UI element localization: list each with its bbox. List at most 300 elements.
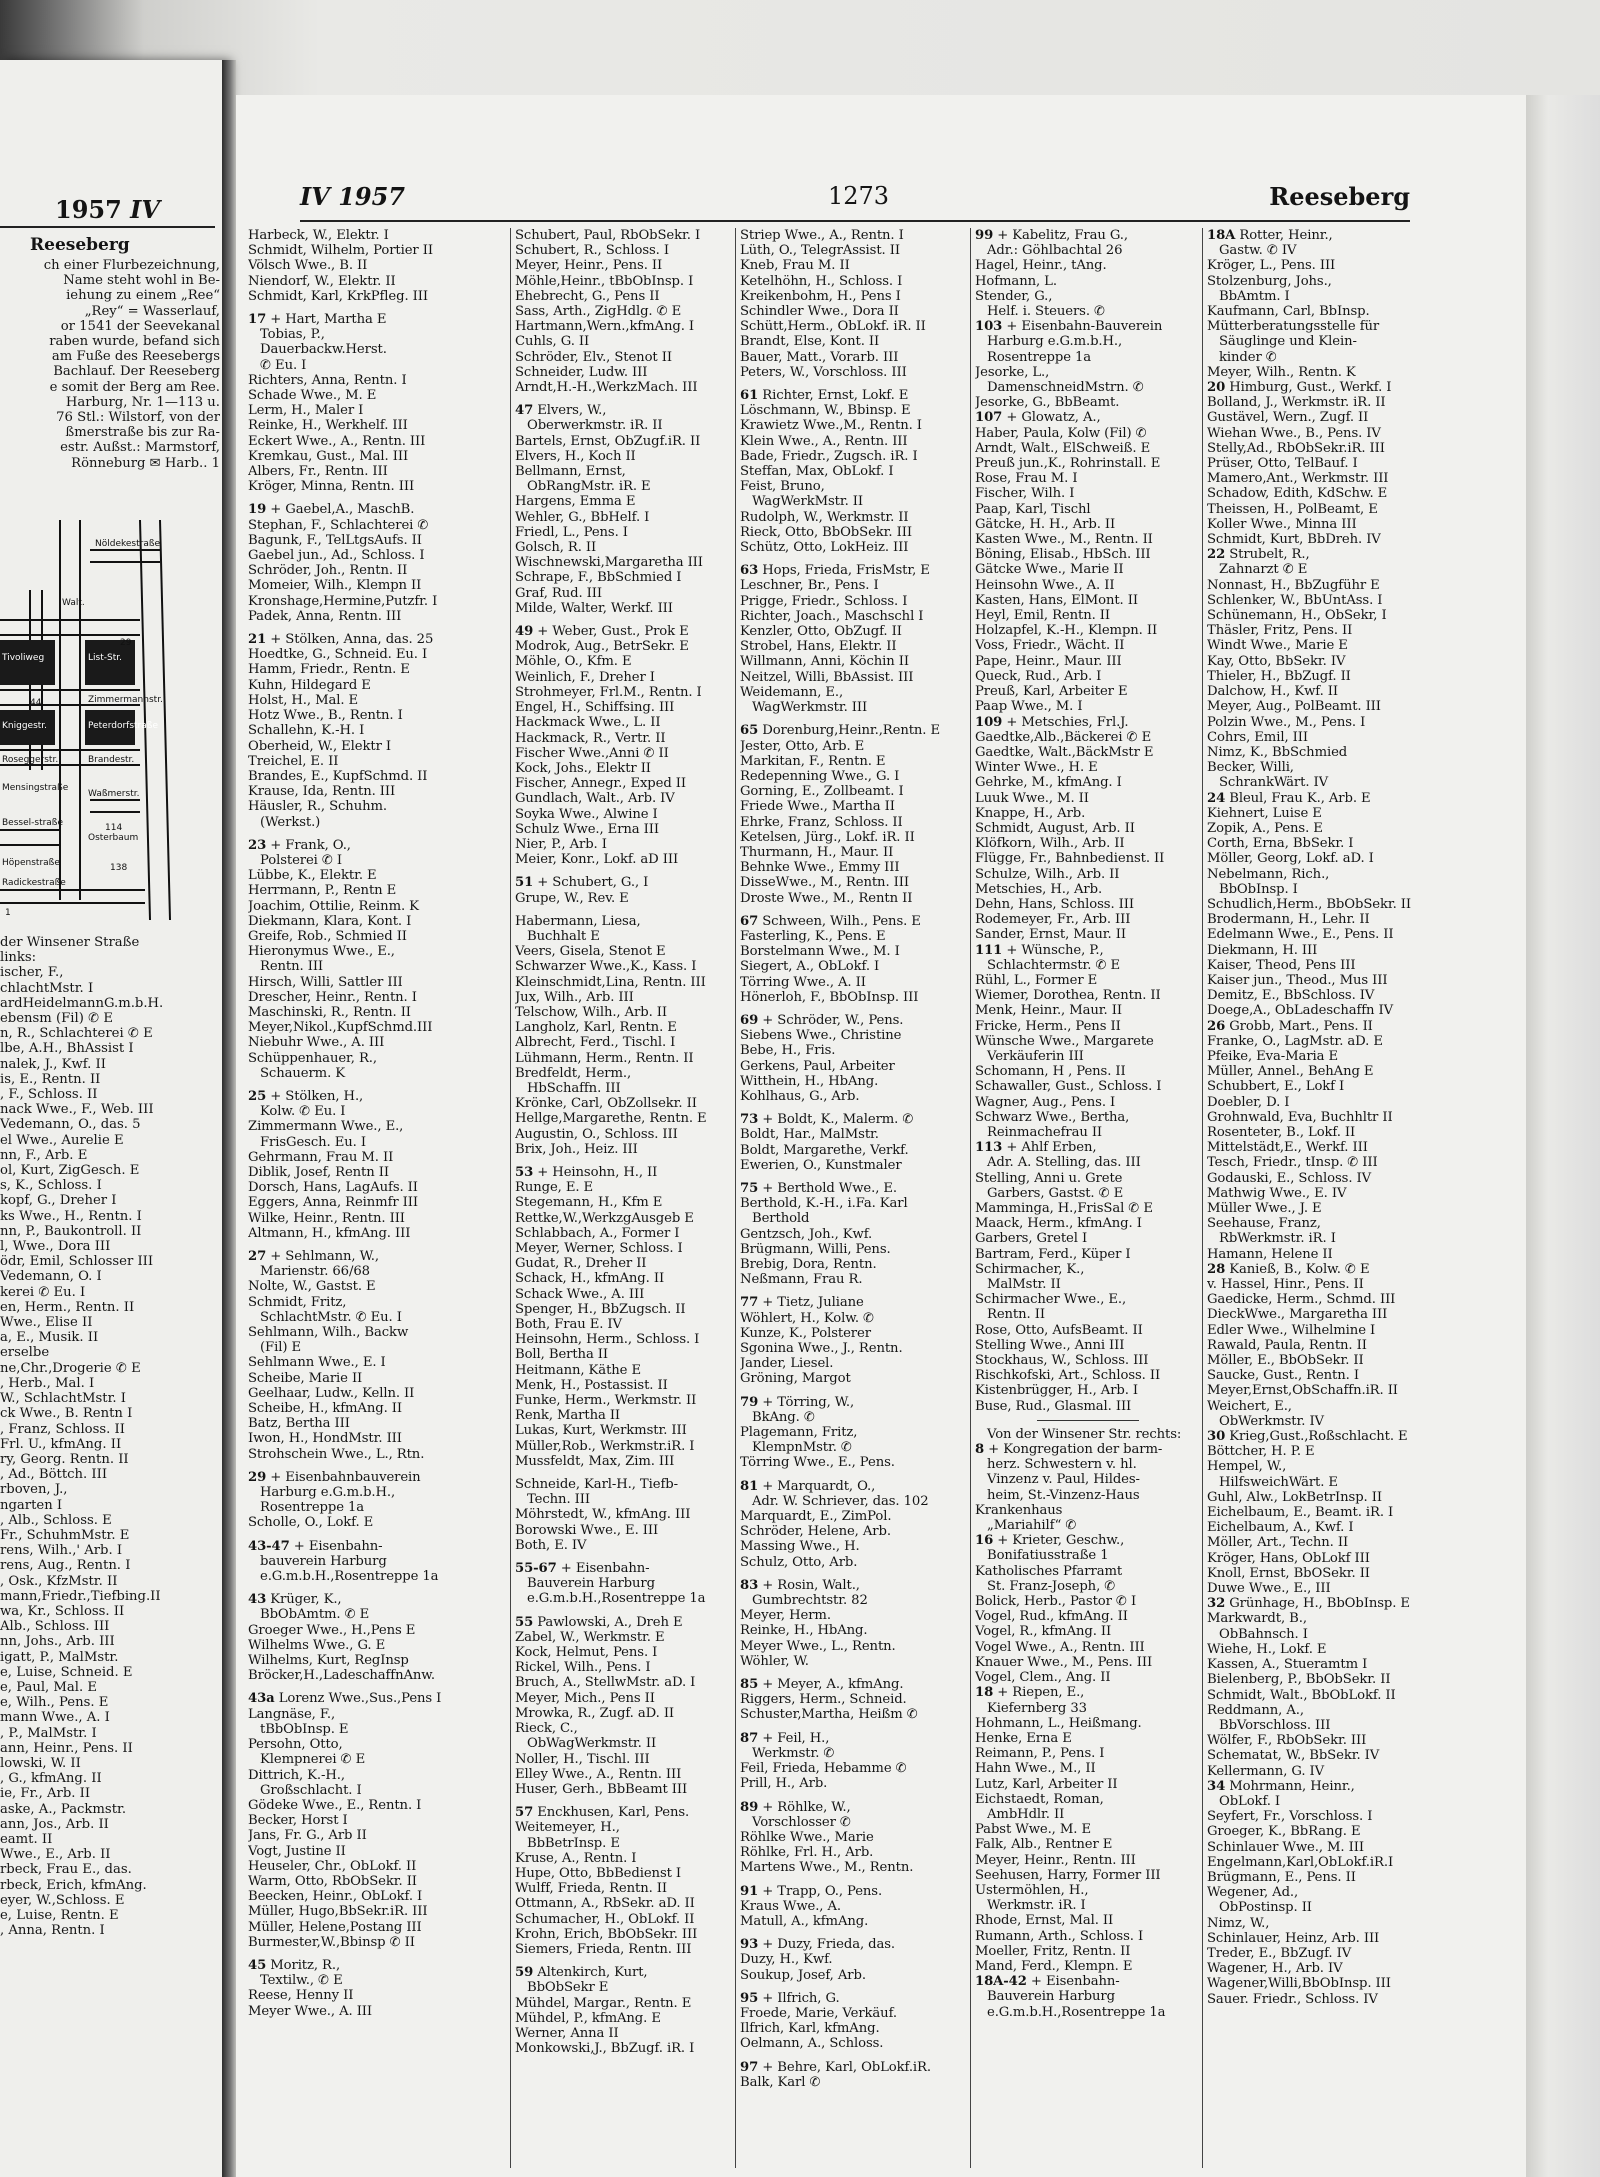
resident-entry: Duwe Wwe., E., III <box>1207 1581 1331 1597</box>
left-page-line: , Osk., KfzMstr. II <box>0 1573 118 1589</box>
house-number: 19 <box>248 502 267 518</box>
resident-entry: Brebig, Dora, Rentn. <box>740 1257 877 1272</box>
resident-entry: Stelling, Anni u. Grete <box>975 1170 1123 1186</box>
resident-entry: Striep Wwe., A., Rentn. I <box>740 228 904 243</box>
resident-entry: Dalchow, H., Kwf. II <box>1207 684 1339 700</box>
left-page-line: ch einer Flurbezeichnung, <box>43 258 220 273</box>
left-page-line: Vedemann, O., das. 5 <box>0 1117 141 1133</box>
resident-entry: Hargens, Emma E <box>515 494 636 510</box>
house-number: 21 <box>248 632 267 648</box>
resident-entry: Hellge,Margarethe, Rentn. E <box>515 1111 707 1127</box>
resident-entry: v. Hassel, Hinr., Pens. II <box>1207 1277 1364 1293</box>
resident-entry: Augustin, O., Schloss. III <box>515 1126 678 1142</box>
entry-spacer <box>740 1387 968 1395</box>
resident-entry: Stolzenburg, Johs., <box>1207 273 1332 289</box>
resident-entry: Nolte, W., Gastst. E <box>248 1279 376 1295</box>
resident-entry: Richters, Anna, Rentn. I <box>248 372 407 388</box>
entry-spacer <box>740 715 968 723</box>
house-number: 30 <box>1207 1429 1226 1445</box>
resident-entry: Kolw. ✆ Eu. I <box>260 1104 346 1120</box>
left-page-line: , Anna, Rentn. I <box>0 1923 105 1939</box>
house-number-entry: 55-67 + Eisenbahn- <box>515 1561 650 1577</box>
left-page-line: kerei ✆ Eu. I <box>0 1284 86 1300</box>
street-map <box>0 500 218 930</box>
house-number-entry: 79 + Törring, W., <box>740 1394 855 1410</box>
resident-entry: Schulz, Otto, Arb. <box>740 1554 858 1570</box>
resident-entry: Beecken, Heinr., ObLokf. I <box>248 1889 423 1905</box>
left-page-line: ödr, Emil, Schlosser III <box>0 1254 154 1270</box>
resident-entry: Krause, Ida, Rentn. III <box>248 784 396 800</box>
house-number: 85 <box>740 1677 759 1693</box>
resident-entry: Telschow, Wilh., Arb. II <box>515 1004 667 1020</box>
house-number-entry: 85 + Meyer, A., kfmAng. <box>740 1677 904 1693</box>
resident-entry: Diekmann, Klara, Kont. I <box>248 913 412 929</box>
resident-entry: Gaebel jun., Ad., Schloss. I <box>248 548 425 564</box>
resident-entry: Rosentreppe 1a <box>260 1500 365 1516</box>
house-number: 57 <box>515 1805 534 1821</box>
entry-spacer <box>740 1723 968 1731</box>
entry-spacer <box>740 2052 968 2060</box>
resident-entry: Möhle,Heinr., tBbObInsp. I <box>515 273 694 289</box>
left-page-line: lbe, A.H., BhAssist I <box>0 1041 134 1057</box>
entry-spacer <box>740 1792 968 1800</box>
house-number-entry: 34 Mohrmann, Heinr., <box>1207 1778 1355 1794</box>
resident-entry: Hartmann,Wern.,kfmAng. I <box>515 319 695 335</box>
resident-entry: Wiemer, Dorothea, Rentn. II <box>975 988 1161 1004</box>
resident-entry: e.G.m.b.H.,Rosentreppe 1a <box>987 2004 1166 2020</box>
resident-entry: Schünemann, H., ObSekr, I <box>1207 608 1387 624</box>
house-number-entry: 95 + Ilfrich, G. <box>740 1990 840 2006</box>
resident-entry: Borowski Wwe., E. III <box>515 1522 659 1538</box>
resident-entry: Meyer,Nikol.,KupfSchmd.III <box>248 1020 433 1036</box>
map-label: Osterbaum <box>88 833 139 843</box>
map-label: 29 <box>120 638 132 648</box>
resident-entry: Kronshage,Hermine,Putzfr. I <box>248 593 438 609</box>
resident-entry: Both, E. IV <box>515 1537 587 1553</box>
resident-entry: Gätcke Wwe., Marie II <box>975 562 1124 578</box>
left-page-line: links: <box>0 950 37 966</box>
resident-entry: Werkmstr. iR. I <box>987 1898 1086 1914</box>
resident-entry: Buse, Rud., Glasmal. III <box>975 1398 1132 1414</box>
house-number-entry: 51 + Schubert, G., I <box>515 875 649 891</box>
resident-entry: Queck, Rud., Arb. I <box>975 668 1102 684</box>
resident-entry: Scheibe, H., kfmAng. II <box>248 1401 402 1417</box>
house-number-entry: 113 + Ahlf Erben, <box>975 1140 1097 1156</box>
house-number-entry: 8 + Kongregation der barm- <box>975 1442 1163 1458</box>
map-label: 114 <box>105 823 123 833</box>
resident-entry: Hagel, Heinr., tAng. <box>975 258 1107 274</box>
entry-spacer <box>515 906 731 914</box>
resident-entry: Preuß jun.,K., Rohrinstall. E <box>975 456 1161 472</box>
resident-entry: Scheibe, Marie II <box>248 1370 363 1386</box>
map-label: Kniggestr. <box>2 721 48 731</box>
resident-entry: Edler Wwe., Wilhelmine I <box>1207 1322 1376 1338</box>
resident-entry: Zopik, A., Pens. E <box>1207 820 1323 836</box>
resident-entry: Treichel, E. II <box>248 753 339 769</box>
house-number-entry: 16 + Krieter, Geschw., <box>975 1533 1125 1549</box>
resident-entry: Wegener, Ad., <box>1207 1885 1299 1901</box>
resident-entry: Jans, Fr. G., Arb II <box>248 1828 367 1844</box>
resident-entry: Gaedicke, Herm., Schmd. III <box>1207 1292 1396 1308</box>
resident-entry: Hackmack, R., Vertr. II <box>515 730 666 746</box>
resident-entry: Lukas, Kurt, Werkmstr. III <box>515 1423 687 1439</box>
resident-entry: Engel, H., Schiffsing. III <box>515 700 675 716</box>
resident-entry: Strohmeyer, Frl.M., Rentn. I <box>515 684 702 700</box>
resident-entry: Thäsler, Fritz, Pens. II <box>1207 623 1353 639</box>
resident-entry: Schröder, Joh., Rentn. II <box>248 563 408 579</box>
resident-entry: Schlachtermstr. ✆ E <box>987 957 1121 973</box>
house-number-entry: 21 + Stölken, Anna, das. 25 <box>248 632 434 648</box>
house-number-entry: 30 Krieg,Gust.,Roßschlacht. E <box>1207 1429 1408 1445</box>
resident-entry: Arndt, Walt., ElSchweiß. E <box>975 440 1151 456</box>
left-page-line: igatt, P., MalMstr. <box>0 1649 119 1665</box>
left-page-line: mann,Friedr.,Tiefbing.II <box>0 1588 161 1604</box>
resident-entry: Ehrke, Franz, Schloss. II <box>740 814 903 830</box>
left-page-year: 1957 <box>55 195 122 224</box>
resident-entry: Nebelmann, Rich., <box>1207 866 1330 882</box>
resident-entry: Demitz, E., BbSchloss. IV <box>1207 988 1375 1004</box>
left-page-line: e, Luise, Rentn. E <box>0 1908 119 1923</box>
resident-entry: Böttcher, H. P. E <box>1207 1444 1315 1460</box>
resident-entry: Wünsche Wwe., Margarete <box>975 1033 1154 1049</box>
resident-entry: Stelly,Ad., RbObSekr.iR. III <box>1207 440 1385 456</box>
resident-entry: Plagemann, Fritz, <box>740 1425 858 1441</box>
resident-entry: Kreikenbohm, H., Pens I <box>740 288 901 304</box>
resident-entry: Gumbrechtstr. 82 <box>752 1593 868 1609</box>
resident-entry: Gundlach, Walt., Arb. IV <box>515 791 675 807</box>
resident-entry: Wölfer, F., RbObSekr. III <box>1207 1733 1367 1749</box>
entry-spacer <box>248 494 506 502</box>
resident-entry: Meyer, Mich., Pens II <box>515 1690 655 1706</box>
house-number-entry: 18A Rotter, Heinr., <box>1207 228 1333 243</box>
resident-entry: Sehlmann, Wilh., Backw <box>248 1325 409 1341</box>
resident-entry: Bruch, A., StellwMstr. aD. I <box>515 1675 696 1691</box>
resident-entry: Vogel, Rud., kfmAng. II <box>975 1609 1128 1625</box>
resident-entry: Cuhls, G. II <box>515 334 590 350</box>
resident-entry: Albrecht, Ferd., Tischl. I <box>515 1035 676 1051</box>
entry-spacer <box>515 1607 731 1615</box>
left-page-line: „Rey“ = Wasserlauf, <box>84 303 220 319</box>
resident-entry: Vogt, Justine II <box>248 1843 346 1859</box>
entry-spacer <box>515 1469 731 1477</box>
house-number-entry: 27 + Sehlmann, W., <box>248 1249 379 1264</box>
left-page-line: iehung zu einem „Ree“ <box>66 288 220 304</box>
resident-entry: Feil, Frieda, Hebamme ✆ <box>740 1761 907 1777</box>
resident-entry: „Mariahilf“ ✆ <box>987 1518 1077 1534</box>
resident-entry: Meyer, Aug., PolBeamt. III <box>1207 699 1381 715</box>
resident-entry: Schmidt, August, Arb. II <box>975 820 1135 836</box>
resident-entry: Kasten Wwe., M., Rentn. II <box>975 532 1153 548</box>
left-page-line: ßmerstraße bis zur Ra- <box>65 425 220 441</box>
resident-entry: Sander, Ernst, Maur. II <box>975 927 1126 943</box>
entry-spacer <box>740 1876 968 1884</box>
resident-entry: Stender, G., <box>975 288 1053 304</box>
map-label: Walt. <box>62 598 85 608</box>
resident-entry: Berthold <box>752 1211 810 1227</box>
house-number-entry: 99 + Kabelitz, Frau G., <box>975 228 1128 243</box>
resident-entry: Schmidt, Karl, KrkPfleg. III <box>248 288 428 304</box>
resident-entry: Reinmachefrau II <box>987 1124 1103 1140</box>
map-label: Mensingstraße <box>2 783 69 793</box>
resident-entry: Rose, Otto, AufsBeamt. II <box>975 1322 1143 1338</box>
house-number: 23 <box>248 837 267 853</box>
resident-entry: Kuhn, Hildegard E <box>248 677 371 693</box>
house-number-entry: 93 + Duzy, Frieda, das. <box>740 1937 896 1953</box>
resident-entry: Mussfeldt, Max, Zim. III <box>515 1453 675 1469</box>
resident-entry: Knauer Wwe., M., Pens. III <box>975 1654 1153 1670</box>
resident-entry: Mathwig Wwe., E. IV <box>1207 1185 1347 1201</box>
page-header <box>300 182 1410 218</box>
house-number-entry: 24 Bleul, Frau K., Arb. E <box>1207 790 1371 806</box>
house-number: 69 <box>740 1012 759 1028</box>
resident-entry: Schinlauer Wwe., M. III <box>1207 1839 1364 1855</box>
resident-entry: e.G.m.b.H.,Rosentreppe 1a <box>260 1569 439 1585</box>
map-label: Roseggerstr. <box>2 755 59 765</box>
left-page-line: ry, Georg. Rentn. II <box>0 1451 129 1467</box>
left-page-intro <box>0 258 220 471</box>
resident-entry: Weitemeyer, H., <box>515 1820 620 1836</box>
resident-entry: Both, Frau E. IV <box>515 1317 622 1333</box>
resident-entry: Siebens Wwe., Christine <box>740 1028 902 1044</box>
resident-entry: ObBahnsch. I <box>1219 1626 1308 1642</box>
resident-entry: Bolland, J., Werkmstr. iR. II <box>1207 395 1386 411</box>
resident-entry: Bartram, Ferd., Küper I <box>975 1246 1131 1262</box>
left-page-line: chlachtMstr. I <box>0 980 94 996</box>
resident-entry: Vinzenz v. Paul, Hildes- <box>987 1472 1140 1488</box>
house-number-entry: 73 + Boldt, K., Malerm. ✆ <box>740 1112 914 1128</box>
resident-entry: Hamann, Helene II <box>1207 1246 1333 1262</box>
house-number: 67 <box>740 913 759 929</box>
resident-entry: Schwarz Wwe., Bertha, <box>975 1109 1130 1125</box>
resident-entry: Elvers, H., Koch II <box>515 448 636 464</box>
directory-column <box>740 228 968 2173</box>
resident-entry: Fischer, Wilh. I <box>975 486 1075 502</box>
resident-entry: Mrowka, R., Zugf. aD. II <box>515 1705 675 1721</box>
left-page-line: , Ad., Böttch. III <box>0 1467 108 1483</box>
resident-entry: DieckWwe., Margaretha III <box>1207 1307 1388 1323</box>
resident-entry: Seyfert, Fr., Vorschloss. I <box>1207 1809 1373 1825</box>
resident-entry: WagWerkMstr. II <box>752 494 864 510</box>
resident-entry: Kellermann, G. IV <box>1207 1763 1325 1779</box>
resident-entry: Martens Wwe., M., Rentn. <box>740 1860 914 1876</box>
resident-entry: Geelhaar, Ludw., Kelln. II <box>248 1385 415 1401</box>
resident-entry: Hirsch, Willi, Sattler III <box>248 974 403 990</box>
entry-spacer <box>740 906 968 914</box>
left-page-line: raben wurde, befand sich <box>49 334 220 350</box>
house-number: 109 <box>975 714 1003 730</box>
resident-entry: Hieronymus Wwe., E., <box>248 944 395 960</box>
left-page-line: ne,Chr.,Drogerie ✆ E <box>0 1360 141 1376</box>
resident-entry: Bade, Friedr., Zugsch. iR. I <box>740 448 918 464</box>
resident-entry: kinder ✆ <box>1219 349 1277 365</box>
resident-entry: Völsch Wwe., B. II <box>248 258 368 274</box>
resident-entry: Krönke, Carl, ObZollsekr. II <box>515 1096 697 1112</box>
resident-entry: Borstelmann Wwe., M. I <box>740 944 900 960</box>
entry-spacer <box>515 1957 731 1965</box>
resident-entry: Wiehe, H., Lokf. E <box>1207 1641 1327 1657</box>
resident-entry: bauverein Harburg <box>260 1553 387 1569</box>
resident-entry: Prill, H., Arb. <box>740 1776 828 1792</box>
house-number: 51 <box>515 875 534 891</box>
resident-entry: Noller, H., Tischl. III <box>515 1751 650 1767</box>
left-page-line: ngarten I <box>0 1497 63 1513</box>
resident-entry: Rhode, Ernst, Mal. II <box>975 1913 1114 1929</box>
house-number-entry: 25 + Stölken, H., <box>248 1088 364 1104</box>
resident-entry: Kiehnert, Luise E <box>1207 805 1322 821</box>
resident-entry: Rose, Frau M. I <box>975 471 1078 487</box>
resident-entry: Lühmann, Herm., Rentn. II <box>515 1050 694 1066</box>
house-number-entry: 32 Grünhage, H., BbObInsp. E <box>1207 1596 1410 1612</box>
left-page-line: e, Paul, Mal. E <box>0 1679 98 1695</box>
resident-entry: Mittelstädt,E., Werkf. III <box>1207 1140 1368 1156</box>
house-number-entry: 63 Hops, Frieda, FrisMstr, E <box>740 563 930 579</box>
resident-entry: Kraus Wwe., A. <box>740 1898 842 1914</box>
resident-entry: Witthein, H., HbAng. <box>740 1073 879 1089</box>
map-label: Radickestraße <box>2 878 66 888</box>
resident-entry: BbAmtm. I <box>1219 288 1290 304</box>
resident-entry: Albers, Fr., Rentn. III <box>248 464 388 480</box>
resident-entry: Droste Wwe., M., Rentn II <box>740 890 913 906</box>
resident-entry: Seehusen, Harry, Former III <box>975 1867 1161 1883</box>
resident-entry: Schinlauer, Heinz, Arb. III <box>1207 1930 1380 1946</box>
resident-entry: Menk, H., Postassist. II <box>515 1377 668 1393</box>
resident-entry: Fasterling, K., Pens. E <box>740 928 886 944</box>
resident-entry: Rieck, C., <box>515 1721 578 1737</box>
map-label: 1 <box>5 908 11 918</box>
resident-entry: Dorsch, Hans, LagAufs. II <box>248 1180 418 1196</box>
resident-entry: DamenschneidMstrn. ✆ <box>987 380 1144 396</box>
resident-entry: Niebuhr Wwe., A. III <box>248 1035 385 1051</box>
resident-entry: Röhlke Wwe., Marie <box>740 1829 874 1845</box>
resident-entry: Eckert Wwe., A., Rentn. III <box>248 433 426 449</box>
resident-entry: Fischer Wwe.,Anni ✆ II <box>515 745 669 761</box>
resident-entry: BbObInsp. I <box>1219 881 1298 897</box>
resident-entry: Froede, Marie, Verkäuf. <box>740 2005 897 2021</box>
left-page-line: ol, Kurt, ZigGesch. E <box>0 1163 140 1179</box>
resident-entry: Von der Winsener Str. rechts: <box>987 1426 1182 1442</box>
resident-entry: Mühdel, P., kfmAng. E <box>515 2010 661 2026</box>
entry-spacer <box>740 1669 968 1677</box>
house-number: 65 <box>740 723 759 739</box>
resident-entry: Sgonina Wwe., J., Rentn. <box>740 1341 903 1357</box>
resident-entry: Altmann, H., kfmAng. III <box>248 1225 411 1241</box>
house-number-entry: 111 + Wünsche, P., <box>975 942 1104 958</box>
resident-entry: Schallehn, K.-H. I <box>248 723 365 739</box>
resident-entry: Möhrstedt, W., kfmAng. III <box>515 1507 691 1523</box>
resident-entry: Kneb, Frau M. II <box>740 258 850 274</box>
left-page-line: ck Wwe., B. Rentn I <box>0 1406 133 1422</box>
left-page-line: rens, Aug., Rentn. I <box>0 1558 131 1574</box>
entry-spacer <box>248 1584 506 1592</box>
resident-entry: Wischnewski,Margaretha III <box>515 555 703 571</box>
resident-entry: Riggers, Herm., Schneid. <box>740 1692 907 1708</box>
left-page-line: kopf, G., Dreher I <box>0 1193 117 1209</box>
resident-entry: Kunze, K., Polsterer <box>740 1325 871 1341</box>
resident-entry: Pabst Wwe., M. E <box>975 1822 1091 1838</box>
house-number: 43a <box>248 1691 275 1707</box>
resident-entry: Peters, W., Vorschloss. III <box>740 364 907 380</box>
resident-entry: Wiehan Wwe., B., Pens. IV <box>1207 425 1381 441</box>
house-number: 107 <box>975 410 1003 426</box>
resident-entry: Mamminga, H.,FrisSal ✆ E <box>975 1201 1153 1216</box>
house-number-entry: 18A-42 + Eisenbahn- <box>975 1974 1120 1990</box>
entry-spacer <box>740 1471 968 1479</box>
directory-column <box>1207 228 1425 2173</box>
house-number: 26 <box>1207 1018 1226 1034</box>
resident-entry: Rosentreppe 1a <box>987 349 1092 365</box>
resident-entry: Hupe, Otto, BbBedienst I <box>515 1865 682 1881</box>
house-number: 43-47 <box>248 1538 290 1554</box>
resident-entry: Garbers, Gastst. ✆ E <box>987 1185 1124 1201</box>
resident-entry: Schack Wwe., A. III <box>515 1286 645 1302</box>
resident-entry: Meier, Konr., Lokf. aD III <box>515 852 679 868</box>
house-number: 87 <box>740 1730 759 1746</box>
left-page-line: nalek, J., Kwf. II <box>0 1056 106 1072</box>
left-page-line: or 1541 der Seevekanal <box>60 318 220 334</box>
resident-entry: Kleinschmidt,Lina, Rentn. III <box>515 974 706 990</box>
resident-entry: Rawald, Paula, Rentn. II <box>1207 1337 1367 1353</box>
resident-entry: Lutz, Karl, Arbeiter II <box>975 1776 1118 1792</box>
resident-entry: MalMstr. II <box>987 1277 1061 1293</box>
resident-entry: Groeger, K., BbRang. E <box>1207 1824 1361 1840</box>
column-divider <box>970 228 971 2168</box>
resident-entry: Schudlich,Herm., BbObSekr. II <box>1207 896 1412 912</box>
entry-spacer <box>248 1950 506 1958</box>
resident-entry: Kiefernberg 33 <box>987 1700 1087 1716</box>
resident-entry: tBbObInsp. E <box>260 1721 349 1737</box>
resident-entry: Heinsohn, Herm., Schloss. I <box>515 1332 700 1348</box>
resident-entry: Sass, Arth., ZigHdlg. ✆ E <box>515 304 682 320</box>
resident-entry: Müller, Annel., BehAng E <box>1207 1064 1374 1080</box>
resident-entry: Ketelhöhn, H., Schloss. I <box>740 273 903 289</box>
house-number: 18 <box>975 1685 994 1701</box>
resident-entry: Brix, Joh., Heiz. III <box>515 1141 638 1157</box>
left-page-line: ann, Heinr., Pens. II <box>0 1740 133 1756</box>
house-number-entry: 59 Altenkirch, Kurt, <box>515 1965 648 1981</box>
resident-entry: Rieck, Otto, BbObSekr. III <box>740 524 912 540</box>
resident-entry: Paap Wwe., M. I <box>975 699 1083 715</box>
resident-entry: Wilhelms Wwe., G. E <box>248 1637 386 1653</box>
resident-entry: Theissen, H., PolBeamt, E <box>1207 501 1378 517</box>
resident-entry: Becker, Willi, <box>1207 760 1294 776</box>
house-number: 73 <box>740 1112 759 1128</box>
resident-entry: BbObSekr E <box>527 1980 609 1996</box>
resident-entry: Klein Wwe., A., Rentn. III <box>740 433 908 449</box>
resident-entry: Oberheid, W., Elektr I <box>248 738 391 754</box>
resident-entry: Neßmann, Frau R. <box>740 1272 863 1288</box>
house-number: 91 <box>740 1883 759 1899</box>
resident-entry: Huser, Gerh., BbBeamt III <box>515 1781 688 1797</box>
map-label: Nöldekestraße <box>95 539 161 549</box>
resident-entry: Reimann, P., Pens. I <box>975 1746 1105 1762</box>
left-page-line: Rönneburg ✉ Harb.. 1 <box>71 455 220 471</box>
house-number-entry: 49 + Weber, Gust., Prok E <box>515 624 689 640</box>
resident-entry: Schütt,Herm., ObLokf. iR. II <box>740 319 926 335</box>
resident-entry: Berthold, K.-H., i.Fa. Karl <box>740 1196 908 1212</box>
map-label: Zimmermannstr. <box>88 695 163 705</box>
resident-entry: Renk, Martha II <box>515 1408 621 1424</box>
resident-entry: Reese, Henny II <box>248 1988 354 2004</box>
house-number-entry: 53 + Heinsohn, H., II <box>515 1164 658 1180</box>
resident-entry: Leschner, Br., Pens. I <box>740 578 879 594</box>
house-number-entry: 43a Lorenz Wwe.,Sus.,Pens I <box>248 1691 442 1707</box>
house-number-entry: 26 Grobb, Mart., Pens. II <box>1207 1018 1373 1034</box>
resident-entry: Flügge, Fr., Bahnbedienst. II <box>975 851 1165 867</box>
resident-entry: Rettke,W.,WerkzgAusgeb E <box>515 1210 694 1226</box>
resident-entry: Schumacher, H., ObLokf. II <box>515 1911 695 1927</box>
resident-entry: Vogel, Clem., Ang. II <box>975 1670 1111 1686</box>
resident-entry: Gorning, E., Zollbeamt. I <box>740 784 904 800</box>
